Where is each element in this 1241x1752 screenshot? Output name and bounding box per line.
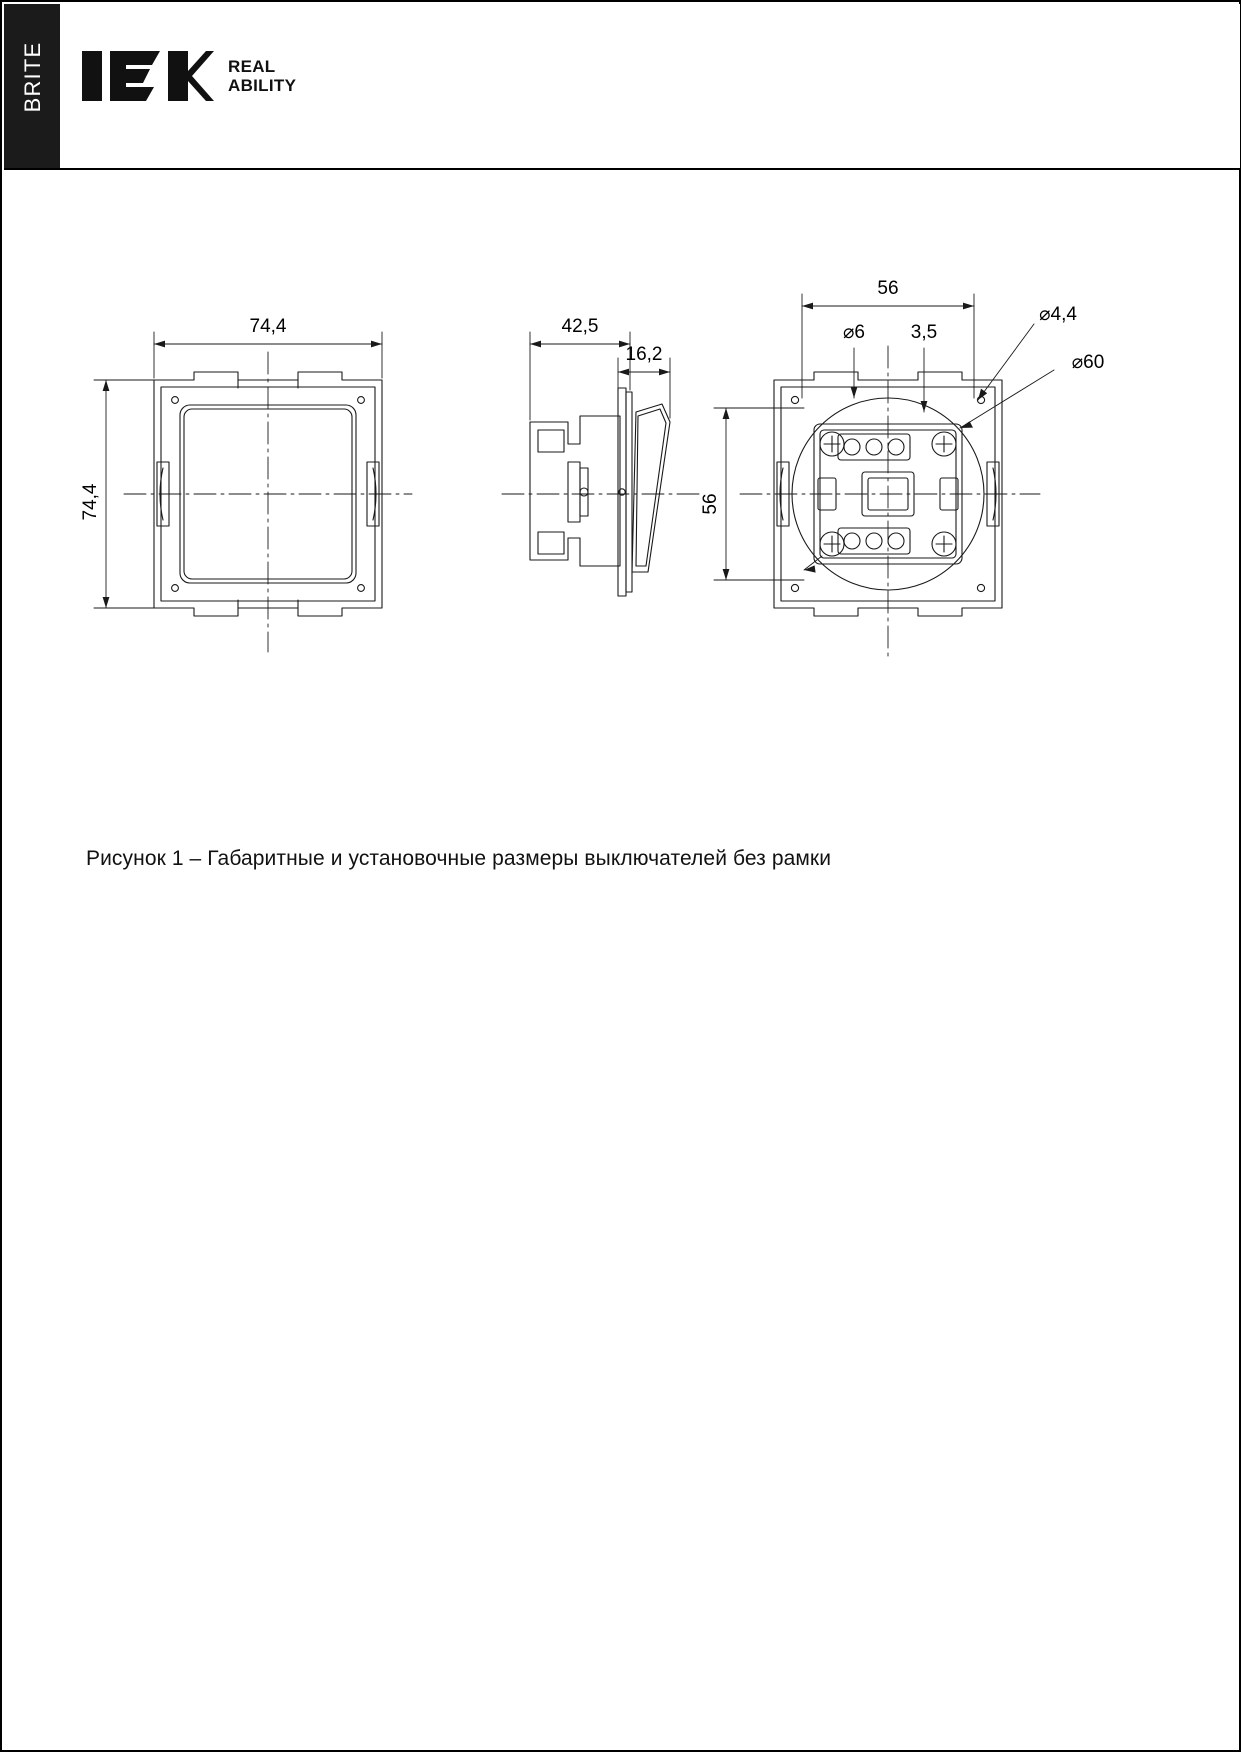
dim-label-rear-width: 56	[877, 278, 899, 299]
technical-drawing	[62, 272, 1162, 692]
dim-label-front-height: 74,4	[80, 483, 101, 521]
leader-diameter-6	[851, 348, 858, 398]
leader-diameter-4-4	[978, 324, 1034, 400]
drawing-svg	[62, 272, 1162, 692]
brand-series-label: BRITE	[20, 41, 45, 113]
dim-label-3-5: 3,5	[910, 322, 938, 343]
dim-label-diameter-60: ⌀60	[1071, 352, 1105, 373]
iek-slogan	[228, 57, 296, 95]
iek-logo	[82, 46, 296, 106]
dim-label-front-width: 74,4	[249, 316, 287, 337]
rear-view	[714, 294, 1054, 656]
front-view	[94, 332, 412, 652]
dim-label-diameter-6: ⌀6	[842, 322, 866, 343]
dimension-side-depth	[530, 332, 630, 420]
iek-slogan-line2: ABILITY	[228, 76, 297, 95]
figure-caption: Рисунок 1 – Габаритные и установочные размеры выключателей без рамки	[86, 847, 832, 870]
page-header	[4, 4, 1240, 170]
dim-label-diameter-4-4: ⌀4,4	[1039, 304, 1077, 325]
dim-label-rear-height: 56	[700, 493, 721, 515]
leader-3-5	[921, 348, 928, 412]
dim-label-side-key: 16,2	[625, 344, 663, 365]
iek-logo-icon	[82, 45, 214, 107]
dim-label-side-depth: 42,5	[561, 316, 599, 337]
iek-slogan-line1: REAL	[228, 56, 276, 76]
side-view	[502, 332, 702, 596]
brand-series-tab	[4, 4, 60, 168]
